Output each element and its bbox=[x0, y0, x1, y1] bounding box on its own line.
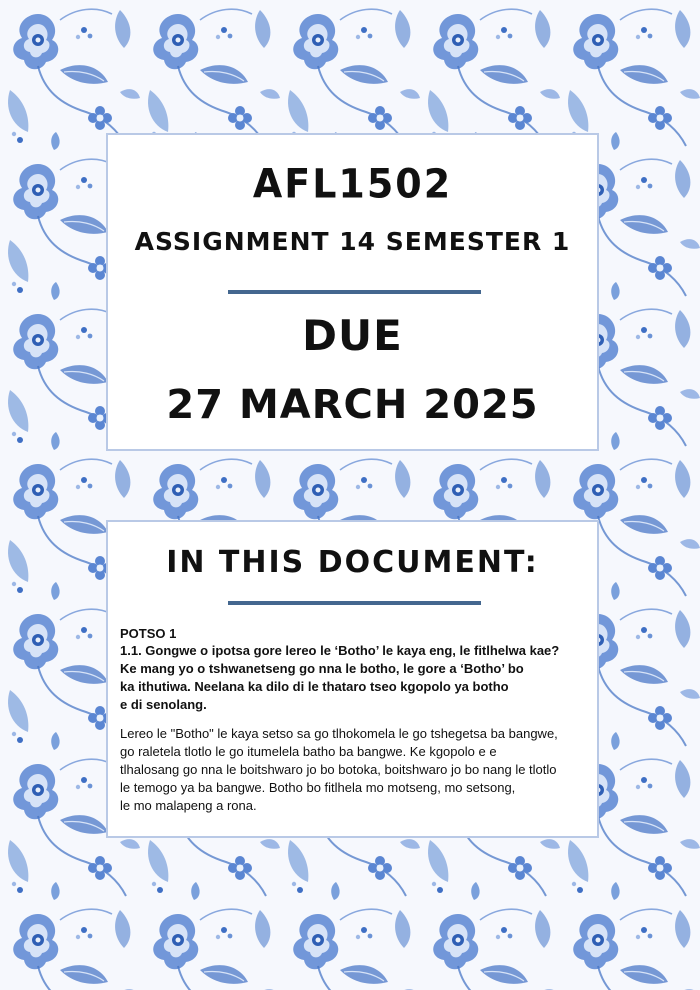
answer-line: tlhalosang go nna le boitshwaro jo bo botoka, boitshwaro jo bo nang le tlotlo bbox=[120, 762, 557, 777]
divider-rule bbox=[228, 290, 481, 294]
answer-line: go raletela tlotlo le go itumelela batho ba bangwe. Ke kgopolo e e bbox=[120, 744, 497, 759]
answer-line: le temogo ya ba bangwe. Botho bo fitlhela mo motseng, mo setsong, bbox=[120, 780, 516, 795]
question-line: ka ithutiwa. Neelana ka dilo di le thataro tseo kgopolo ya botho bbox=[120, 679, 509, 694]
divider-rule bbox=[228, 601, 481, 605]
question-line: Ke mang yo o tshwanetseng go nna le botho, le gore a ‘Botho’ bo bbox=[120, 661, 524, 676]
question-line: 1.1. Gongwe o ipotsa gore lereo le ‘Botho’ le kaya eng, le fitlhelwa kae? bbox=[120, 643, 560, 658]
assignment-title: ASSIGNMENT 14 SEMESTER 1 bbox=[134, 227, 571, 256]
answer-line: le mo malapeng a rona. bbox=[120, 798, 257, 813]
contents-heading: IN THIS DOCUMENT: bbox=[166, 545, 539, 580]
due-date: 27 MARCH 2025 bbox=[166, 382, 539, 428]
answer-line: Lereo le "Botho" le kaya setso sa go tlhokomela le go tshegetsa ba bangwe, bbox=[120, 726, 558, 741]
section-label: POTSO 1 bbox=[120, 626, 177, 641]
answer-text bbox=[120, 725, 592, 815]
due-label: DUE bbox=[302, 311, 403, 360]
contents-panel bbox=[106, 520, 599, 838]
question-line: e di senolang. bbox=[120, 697, 207, 712]
cover-title-panel bbox=[106, 133, 599, 451]
question-text bbox=[120, 642, 590, 714]
course-code: AFL1502 bbox=[252, 160, 453, 208]
